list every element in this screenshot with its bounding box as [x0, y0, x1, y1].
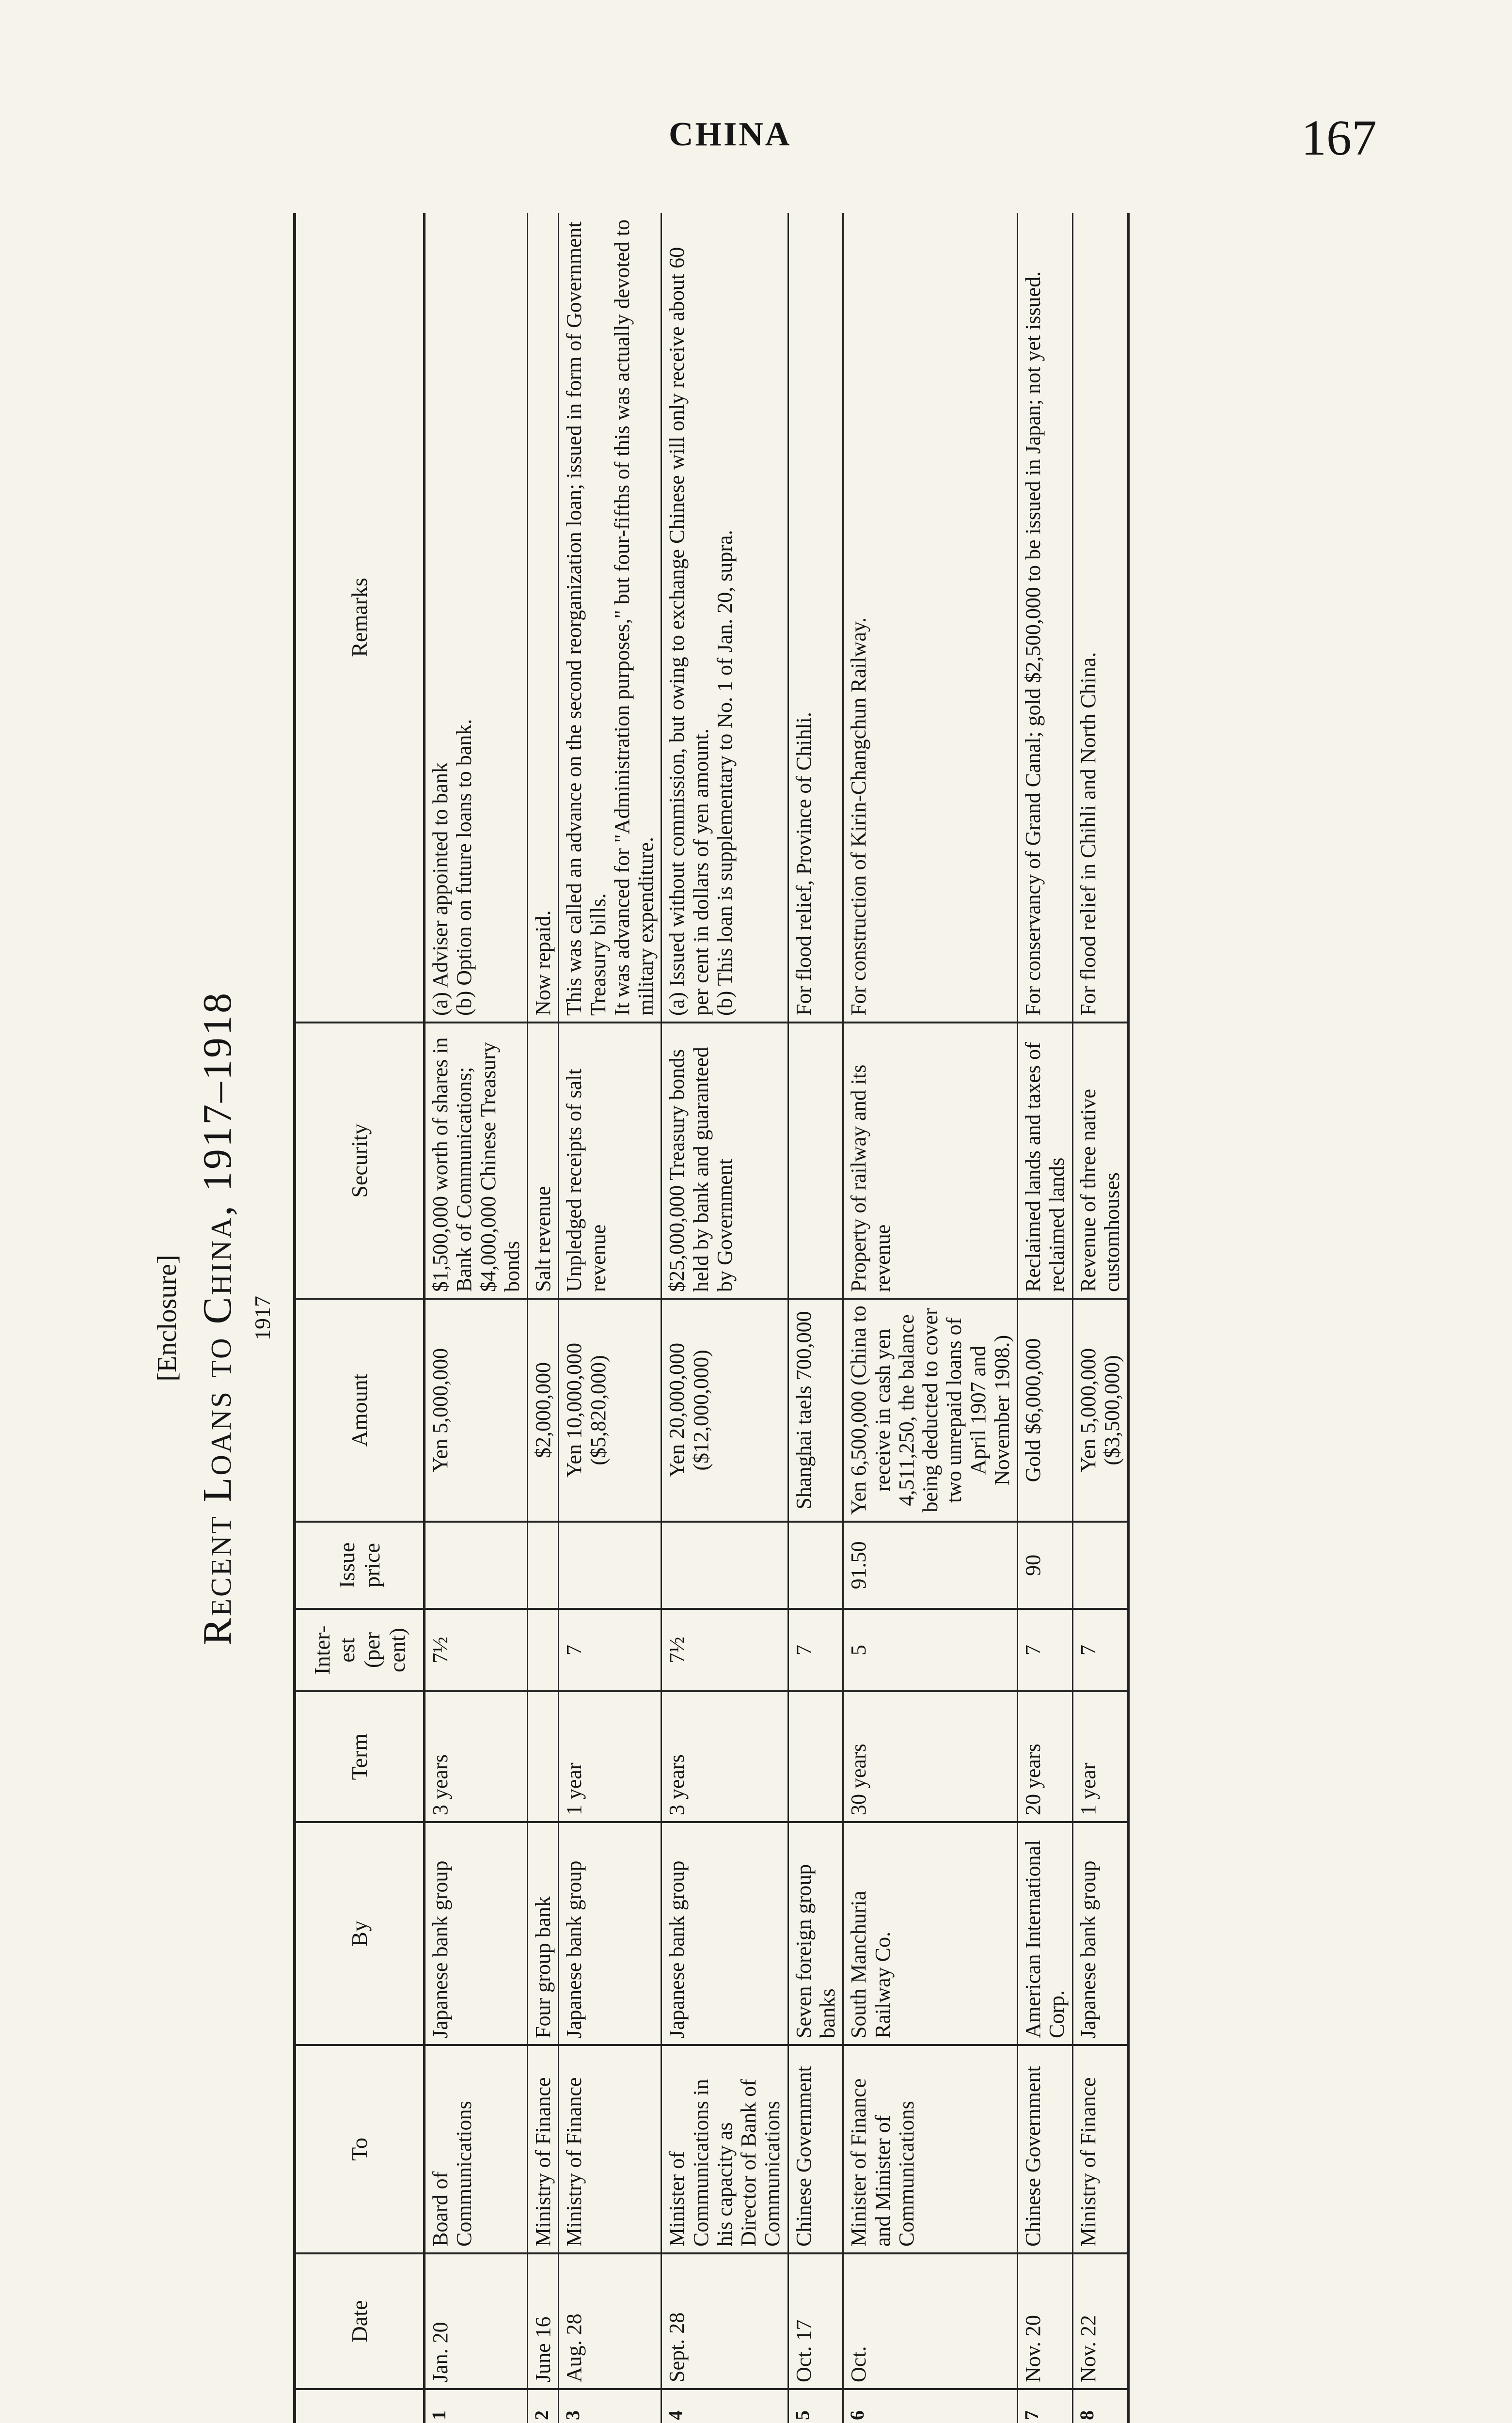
cell-interest: 7: [788, 1609, 843, 1691]
cell-remarks: For construction of Kirin-Changchun Railway.: [843, 213, 1018, 1023]
cell-remarks: This was called an advance on the second reorganization loan; issued in form of Government Treasury bills. It was advanced for "Administration purposes," but four-fifths of this was actually devoted to military expenditure.: [559, 213, 662, 1023]
rotated-table-frame: [145, 204, 1434, 2423]
cell-by: Japanese bank group: [425, 1822, 528, 2045]
cell-n: 6: [843, 2389, 1018, 2423]
cell-n: 5: [788, 2389, 843, 2423]
page-number: 167: [1301, 110, 1377, 166]
header-row: [295, 213, 425, 2423]
cell-interest: 7: [1018, 1609, 1073, 1691]
cell-interest: 7½: [425, 1609, 528, 1691]
header-term: Term: [295, 1691, 425, 1822]
cell-by: Four group bank: [528, 1822, 559, 2045]
cell-term: 30 years: [843, 1691, 1018, 1822]
cell-interest: [528, 1609, 559, 1691]
table-row: [788, 213, 843, 2423]
header-remarks: Remarks: [295, 213, 425, 1023]
header-to: To: [295, 2045, 425, 2253]
cell-to: Ministry of Finance: [528, 2045, 559, 2253]
cell-security: $1,500,000 worth of shares in Bank of Communications; $4,000,000 Chinese Treasury bonds: [425, 1023, 528, 1299]
cell-amount: Yen 5,000,000 ($3,500,000): [1072, 1299, 1128, 1522]
cell-by: American International Corp.: [1018, 1822, 1073, 2045]
cell-date: Jan. 20: [425, 2253, 528, 2389]
cell-remarks: Now repaid.: [528, 213, 559, 1023]
cell-date: Nov. 22: [1072, 2253, 1128, 2389]
table-year: 1917: [250, 1296, 275, 1340]
header-number: [295, 2389, 425, 2423]
cell-term: 1 year: [1072, 1691, 1128, 1822]
cell-by: Japanese bank group: [559, 1822, 662, 2045]
cell-n: 1: [425, 2389, 528, 2423]
cell-by: Japanese bank group: [1072, 1822, 1128, 2045]
cell-security: $25,000,000 Treasury bonds held by bank and guaranteed by Government: [662, 1023, 788, 1299]
cell-security: Salt revenue: [528, 1023, 559, 1299]
cell-amount: Gold $6,000,000: [1018, 1299, 1073, 1522]
loans-table: [293, 213, 1130, 2423]
cell-n: 4: [662, 2389, 788, 2423]
cell-date: Sept. 28: [662, 2253, 788, 2389]
cell-security: [788, 1023, 843, 1299]
table-row: [843, 213, 1018, 2423]
cell-date: Oct. 17: [788, 2253, 843, 2389]
cell-term: 3 years: [662, 1691, 788, 1822]
cell-amount: $2,000,000: [528, 1299, 559, 1522]
cell-remarks: (a) Issued without commission, but owing to exchange Chinese will only receive about 60 per cent in dollars of yen amount. (b) This loan is supplementary to No. 1 of Jan. 20, supra.: [662, 213, 788, 1023]
cell-remarks: (a) Adviser appointed to bank (b) Option on future loans to bank.: [425, 213, 528, 1023]
cell-issue-price: [1072, 1522, 1128, 1609]
cell-by: Seven foreign group banks: [788, 1822, 843, 2045]
header-by: By: [295, 1822, 425, 2045]
cell-issue-price: [788, 1522, 843, 1609]
cell-date: Aug. 28: [559, 2253, 662, 2389]
header-issue-price: Issue price: [295, 1522, 425, 1609]
cell-security: Property of railway and its revenue: [843, 1023, 1018, 1299]
cell-term: [788, 1691, 843, 1822]
header-date: Date: [295, 2253, 425, 2389]
table-title: Recent Loans to China, 1917–1918: [195, 991, 240, 1646]
cell-date: Nov. 20: [1018, 2253, 1073, 2389]
cell-issue-price: [559, 1522, 662, 1609]
cell-interest: 7½: [662, 1609, 788, 1691]
cell-n: 2: [528, 2389, 559, 2423]
cell-to: Ministry of Finance: [1072, 2045, 1128, 2253]
cell-by: South Manchuria Railway Co.: [843, 1822, 1018, 2045]
cell-remarks: For flood relief, Province of Chihli.: [788, 213, 843, 1023]
cell-term: 1 year: [559, 1691, 662, 1822]
header-security: Security: [295, 1023, 425, 1299]
cell-to: Chinese Government: [1018, 2045, 1073, 2253]
cell-to: Chinese Government: [788, 2045, 843, 2253]
table-row: [425, 213, 528, 2423]
cell-issue-price: [662, 1522, 788, 1609]
cell-term: 3 years: [425, 1691, 528, 1822]
cell-issue-price: 91.50: [843, 1522, 1018, 1609]
table-body: [425, 213, 1129, 2423]
cell-amount: Yen 5,000,000: [425, 1299, 528, 1522]
cell-term: 20 years: [1018, 1691, 1073, 1822]
header-amount: Amount: [295, 1299, 425, 1522]
cell-date: Oct.: [843, 2253, 1018, 2389]
cell-security: Unpledged receipts of salt revenue: [559, 1023, 662, 1299]
cell-to: Minister of Communications in his capacity as Director of Bank of Communications: [662, 2045, 788, 2253]
cell-issue-price: [528, 1522, 559, 1609]
cell-interest: 5: [843, 1609, 1018, 1691]
cell-date: June 16: [528, 2253, 559, 2389]
cell-n: 8: [1072, 2389, 1128, 2423]
running-title: CHINA: [669, 116, 792, 153]
table-row: [1072, 213, 1128, 2423]
table-row: [662, 213, 788, 2423]
cell-interest: 7: [1072, 1609, 1128, 1691]
cell-amount: Yen 10,000,000 ($5,820,000): [559, 1299, 662, 1522]
cell-issue-price: [425, 1522, 528, 1609]
header-interest: Inter- est (per cent): [295, 1609, 425, 1691]
cell-to: Board of Communications: [425, 2045, 528, 2253]
table-row: [528, 213, 559, 2423]
cell-to: Ministry of Finance: [559, 2045, 662, 2253]
cell-amount: Yen 20,000,000 ($12,000,000): [662, 1299, 788, 1522]
cell-n: 3: [559, 2389, 662, 2423]
cell-security: Reclaimed lands and taxes of reclaimed lands: [1018, 1023, 1073, 1299]
cell-remarks: For flood relief in Chihli and North China.: [1072, 213, 1128, 1023]
cell-remarks: For conservancy of Grand Canal; gold $2,500,000 to be issued in Japan; not yet issued.: [1018, 213, 1073, 1023]
cell-to: Minister of Finance and Minister of Communications: [843, 2045, 1018, 2253]
cell-issue-price: 90: [1018, 1522, 1073, 1609]
enclosure-label: [Enclosure]: [152, 1255, 182, 1382]
cell-by: Japanese bank group: [662, 1822, 788, 2045]
cell-n: 7: [1018, 2389, 1073, 2423]
table-row: [559, 213, 662, 2423]
cell-amount: Shanghai taels 700,000: [788, 1299, 843, 1522]
cell-term: [528, 1691, 559, 1822]
table-row: [1018, 213, 1073, 2423]
cell-security: Revenue of three native customhouses: [1072, 1023, 1128, 1299]
cell-amount: Yen 6,500,000 (China to receive in cash yen 4,511,250, the balance being deducted to cover two unrepaid loans of April 1907 and November 1908.): [843, 1299, 1018, 1522]
cell-interest: 7: [559, 1609, 662, 1691]
